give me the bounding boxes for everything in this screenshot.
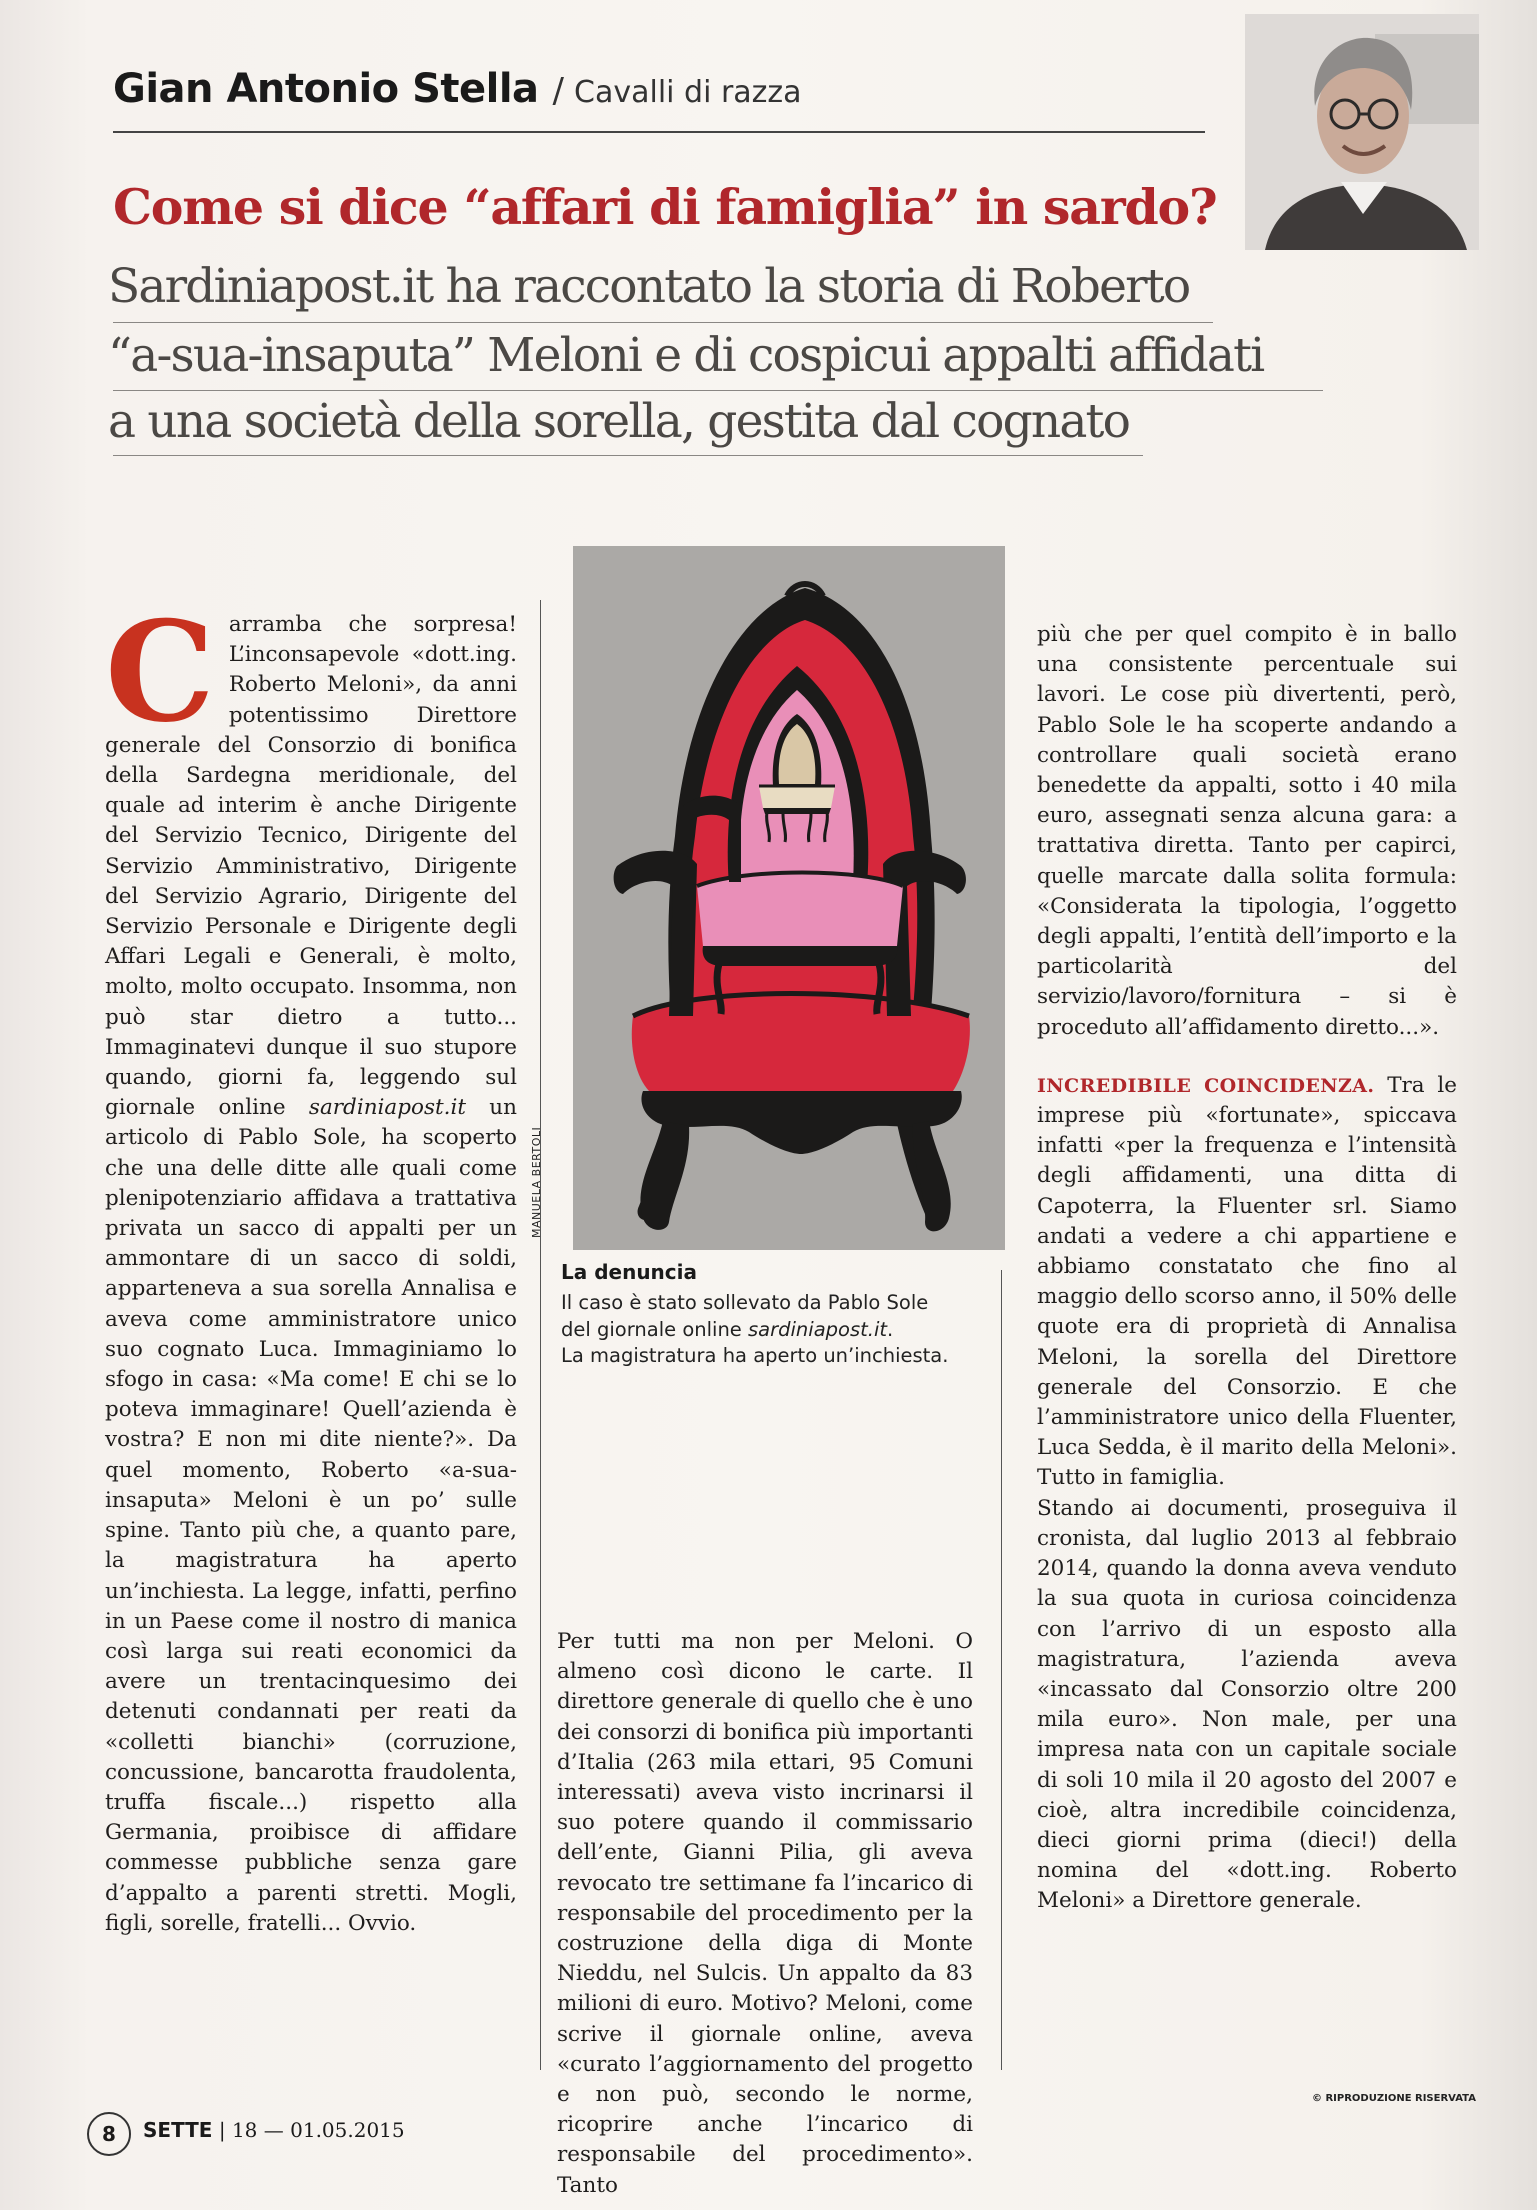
byline [113,66,802,112]
column-rule-left-lower [540,1620,541,2070]
article-paragraph: più che per quel compito è in ballo una consistente percentuale sui lavori. Le cose più divertenti, però, Pablo Sole le ha scoperte andando a controllare quali società erano benedette da appalti, sotto i 40 mila euro, assegnati senza alcuna gara: a trattativa diretta. Tanto per capirci, quelle marcate dalla solita formula: «Considerata la tipologia, l’oggetto degli appalti, l’entità dell’importo e la particolarità del servizio/lavoro/fornitura – si è proceduto all’affidamento diretto...». [1037,622,1457,1040]
issue-date: 18 — 01.05.2015 [231,2118,405,2142]
column-rule-right-lower [1001,1270,1002,2070]
article-paragraph [105,590,517,1939]
caption-line2-pre: del giornale online [561,1317,748,1341]
page-number: 8 [87,2112,131,2156]
caption-line [561,1317,1001,1344]
deck-rule-1 [113,322,1213,323]
site-name: sardiniapost.it [308,1095,466,1121]
folio [143,2118,405,2142]
chair-illustration [573,546,1005,1250]
section-kicker: INCREDIBILE COINCIDENZA. [1037,1074,1375,1097]
column-name: Cavalli di razza [574,75,802,110]
caption-text [561,1290,1001,1370]
col1-lead-text: arramba che sorpresa! L’inconsapevole «dott.ing. Roberto Meloni», da anni potentissimo Direttore generale del Consorzio di bonifica della Sardegna meridionale, del quale ad interim è anche Dirigente del Servizio Tecnico, Dirigente del Servizio Amministrativo, Dirigente del Servizio Agrario, Dirigente del Servizio Personale e Dirigente degli Affari Legali e Generali, è molto, molto, molto occupato. Insomma, non può star dietro a tutto... Immaginatevi dunque il suo stupore quando, giorni fa, leggendo sul giornale online [105,612,517,1121]
byline-separator: / [552,71,565,111]
author-portrait [1245,14,1479,250]
caption-line: La magistratura ha aperto un’inchiesta. [561,1344,949,1367]
article-column-2 [557,1627,973,2201]
article-paragraph [1037,1071,1457,1494]
article-column-3 [1037,620,1457,1917]
author-name: Gian Antonio Stella [113,66,539,112]
caption-title: La denuncia [561,1260,698,1284]
headline: Come si dice “affari di famiglia” in sardo? [113,178,1217,236]
drop-cap: C [105,590,215,753]
deck-line-3: a una società della sorella, gestita dal cognato [108,394,1130,449]
magazine-name: SETTE [143,2118,213,2142]
col1-rest-text: un articolo di Pablo Sole, ha scoperto che una delle ditte alle quali come plenipotenziario affidava a trattativa privata un sacco di appalti per un ammontare di un sacco di soldi, apparteneva a sua sorella Annalisa e aveva come amministratore unico suo cognato Luca. Immaginiamo lo sfogo in casa: «Ma come! E chi se lo poteva immaginare! Quell’azienda è vostra? E non mi dite niente?». Da quel momento, Roberto «a-sua-insaputa» Meloni è un po’ sulle spine. Tanto più che, a quanto pare, la magistratura ha aperto un’inchiesta. La legge, infatti, perfino in un Paese come il nostro di manica così larga sui reati economici da avere un trentacinquesimo dei detenuti condannati per reati da «colletti bianchi» (corruzione, concussione, bancarotta fraudolenta, truffa fiscale...) rispetto alla Germania, proibisce di affidare commesse pubbliche senza gare d’appalto a parenti stretti. Mogli, figli, sorelle, fratelli... Ovvio. [105,1095,517,1936]
folio-separator: | [218,2118,226,2142]
deck-line-1: Sardiniapost.it ha raccontato la storia di Roberto [108,259,1190,314]
article-paragraph: Stando ai documenti, proseguiva il cronista, dal luglio 2013 al febbraio 2014, quando la donna aveva venduto la sua quota in curiosa coincidenza con l’arrivo di un esposto alla magistratura, l’azienda aveva «incassato dal Consorzio oltre 200 mila euro». Non male, per una impresa nata con un capitale sociale di soli 10 mila il 20 agosto del 2007 e cioè, altra incredibile coincidenza, dieci giorni prima (dieci!) della nomina del «dott.ing. Roberto Meloni» a Direttore generale. [1037,1495,1457,1914]
caption-line2-post: . [887,1317,894,1341]
deck-rule-2 [113,390,1323,391]
illustration-credit: MANUELA BERTOLI [530,1126,543,1238]
copyright-notice: © RIPRODUZIONE RISERVATA [1312,2093,1476,2104]
paragraph-text: Tra le imprese più «fortunate», spiccava infatti «per la frequenza e l’intensità degli affidamenti, una ditta di Capoterra, la Fluenter srl. Siamo andati a vedere a chi appartiene e abbiamo constatato che fino al maggio dello scorso anno, il 50% delle quote era di proprietà di Annalisa Meloni, la sorella del Direttore generale del Consorzio. E che l’amministratore unico della Fluenter, Luca Sedda, è il marito della Meloni». Tutto in famiglia. [1037,1072,1457,1491]
caption-line: Il caso è stato sollevato da Pablo Sole [561,1291,929,1314]
article-column-1 [105,590,517,1939]
deck-line-2: “a-sua-insaputa” Meloni e di cospicui appalti affidati [108,328,1264,383]
deck-rule-3 [113,455,1143,456]
caption-site: sardiniapost.it [748,1317,888,1341]
header-rule [113,131,1205,133]
article-paragraph: Per tutti ma non per Meloni. O almeno così dicono le carte. Il direttore generale di quello che è uno dei consorzi di bonifica più importanti d’Italia (263 mila ettari, 95 Comuni interessati) aveva visto incrinarsi il suo potere quando il commissario dell’ente, Gianni Pilia, gli aveva revocato tre settimane fa l’incarico di responsabile del procedimento per la costruzione della diga di Monte Nieddu, nel Sulcis. Un appalto da 83 milioni di euro. Motivo? Meloni, come scrive il giornale online, aveva «curato l’aggiornamento del progetto e non può, secondo le norme, ricoprire anche l’incarico di responsabile del procedimento». Tanto [557,1629,973,2198]
